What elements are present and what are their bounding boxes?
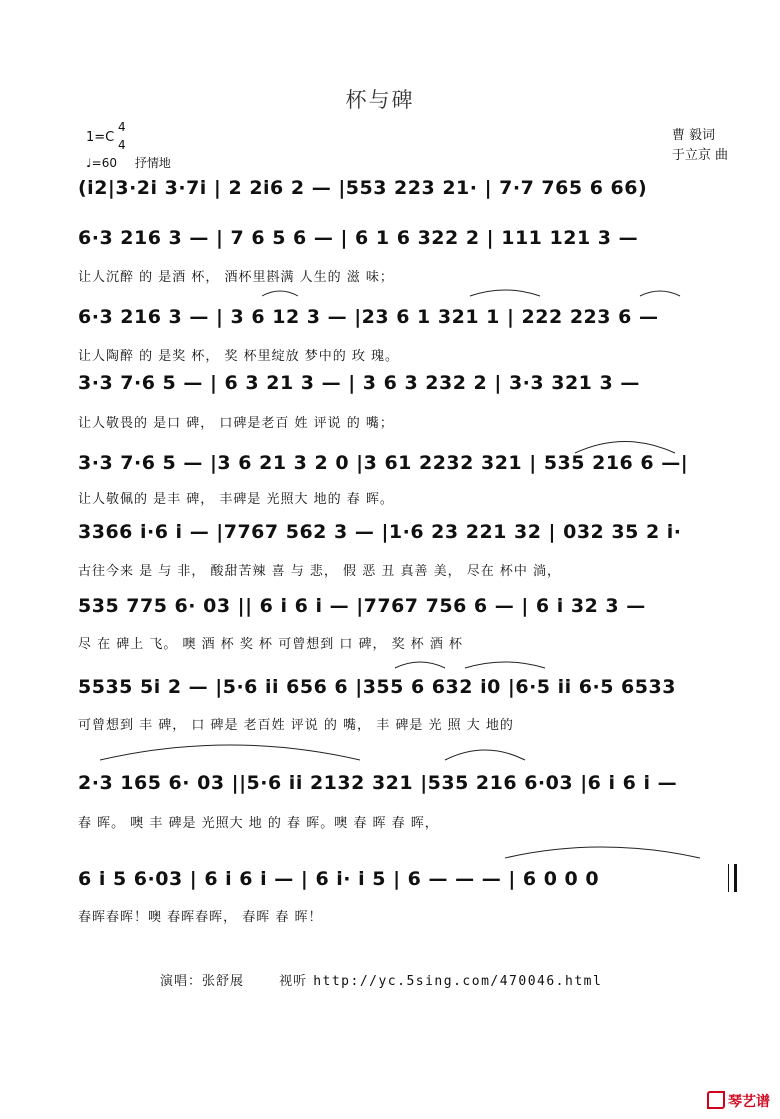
notation-line-6: 3366 i·6 i — |7767 562 3 — |1·6 23 221 32 | 032 35 2 i·: [78, 521, 682, 543]
slur: [575, 442, 675, 454]
slur: [505, 847, 700, 858]
lyrics-line-8: 可曾想到 丰 碑， 口 碑是 老百姓 评说 的 嘴， 丰 碑是 光 照 大 地的: [78, 718, 514, 733]
notation-line-7: 535 775 6· 03 || 6 i 6 i — |7767 756 6 — | 6 i 32 3 —: [78, 595, 646, 617]
lyrics-line-3: 让人陶醉 的 是奖 杯， 奖 杯里绽放 梦中的 玫 瑰。: [78, 349, 400, 364]
logo-icon: [707, 1091, 725, 1109]
slur: [465, 662, 545, 668]
notation-line-3: 6·3 216 3 — | 3 6 12 3 — |23 6 1 321 1 | 222 223 6 —: [78, 306, 659, 328]
composer: 于立京 曲: [671, 148, 728, 163]
song-title: 杯与碑: [345, 88, 415, 112]
notation-line-9: 2·3 165 6· 03 ||5·6 ii 2132 321 |535 216 6·03 |6 i 6 i —: [78, 772, 678, 794]
logo-text: 琴艺谱: [728, 1094, 770, 1110]
notation-line-10: 6 i 5 6·03 | 6 i 6 i — | 6 i· i 5 | 6 — — — | 6 0 0 0: [78, 868, 600, 890]
lyrics-line-5: 让人敬佩的 是丰 碑， 丰碑是 光照大 地的 春 晖。: [78, 492, 394, 507]
site-logo: [707, 1091, 770, 1111]
slur: [395, 662, 445, 668]
notation-line-8: 5535 5i 2 — |5·6 ii 656 6 |355 6 632 i0 |6·5 ii 6·5 6533: [78, 676, 676, 698]
key-signature: 1=C: [86, 130, 115, 145]
lyrics-line-6: 古往今来 是 与 非， 酸甜苦辣 喜 与 悲， 假 恶 丑 真善 美， 尽在 杯中 淌，: [78, 564, 561, 579]
slur: [100, 745, 360, 760]
singer-name: 张舒展: [202, 974, 245, 989]
singer-label: 演唱：: [160, 974, 203, 989]
listen-url[interactable]: http://yc.5sing.com/470046.html: [313, 974, 603, 989]
listen-label: 视听: [279, 974, 308, 989]
lyrics-line-7: 尽 在 碑上 飞。 噢 酒 杯 奖 杯 可曾想到 口 碑， 奖 杯 酒 杯: [78, 637, 463, 652]
lyrics-line-10: 春晖春晖！噢 春晖春晖， 春晖 春 晖！: [78, 910, 323, 925]
slur: [445, 750, 525, 760]
expression-mark: 抒情地: [134, 156, 171, 170]
time-signature-bottom: 4: [118, 138, 126, 152]
slur: [470, 290, 540, 296]
slur: [640, 291, 680, 296]
slur: [262, 291, 298, 296]
time-signature-top: 4: [118, 120, 126, 134]
notation-line-4: 3·3 7·6 5 — | 6 3 21 3 — | 3 6 3 232 2 | 3·3 321 3 —: [78, 372, 640, 394]
lyrics-line-9: 春 晖。 噢 丰 碑是 光照大 地 的 春 晖。噢 春 晖 春 晖，: [78, 816, 439, 831]
lyrics-line-2: 让人沉醉 的 是酒 杯， 酒杯里斟满 人生的 滋 味；: [78, 270, 394, 285]
lyricist: 曹 毅词: [671, 128, 715, 143]
footer: [160, 970, 602, 989]
tempo-mark: ♩=60: [86, 156, 117, 170]
lyrics-line-4: 让人敬畏的 是口 碑， 口碑是老百 姓 评说 的 嘴；: [78, 416, 394, 431]
notation-line-5: 3·3 7·6 5 — |3 6 21 3 2 0 |3 61 2232 321 | 535 216 6 —|: [78, 452, 689, 474]
notation-line-2: 6·3 216 3 — | 7 6 5 6 — | 6 1 6 322 2 | 111 121 3 —: [78, 227, 639, 249]
notation-line-1: (i2|3·2i 3·7i | 2 2i6 2 — |553 223 21· | 7·7 765 6 66): [78, 177, 648, 199]
